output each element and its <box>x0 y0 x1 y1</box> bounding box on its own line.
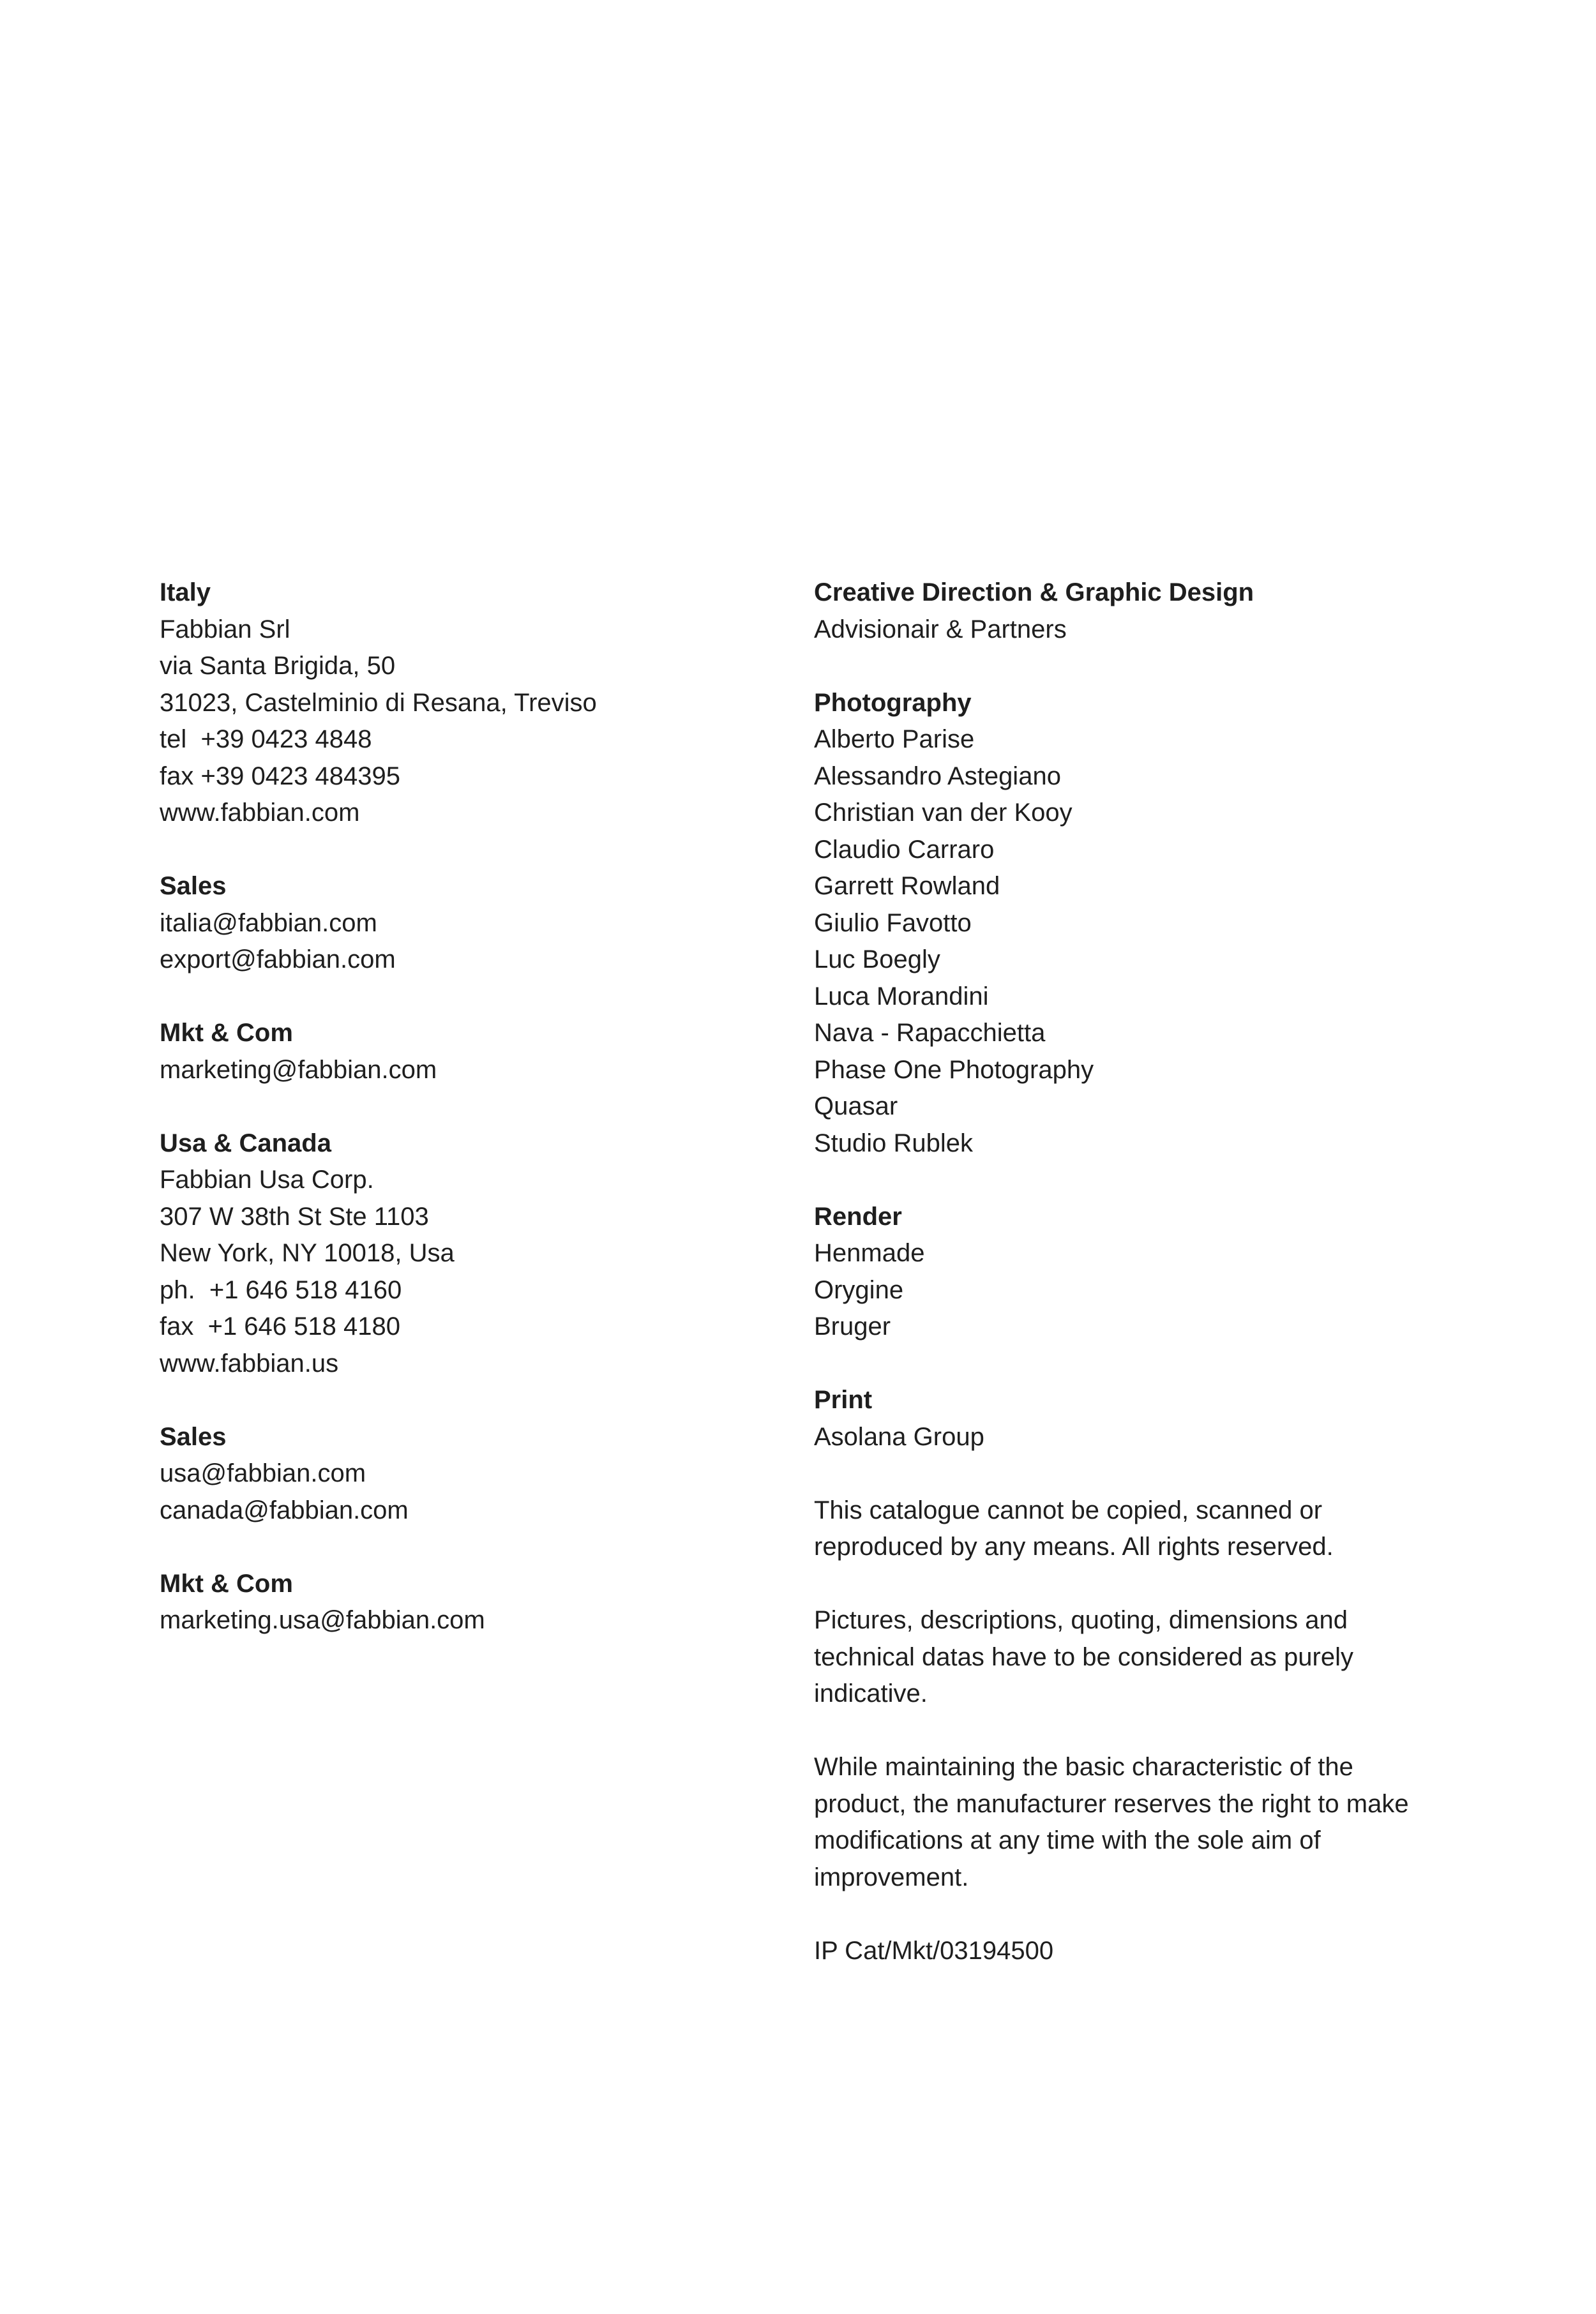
contact-block-mkt-usa <box>160 1566 734 1639</box>
section-heading: Mkt & Com <box>160 1569 293 1598</box>
credit-name: Quasar <box>814 1092 898 1120</box>
email-link[interactable]: italia@fabbian.com <box>160 908 377 937</box>
credit-name: Phase One Photography <box>814 1055 1094 1084</box>
disclaimer-text: While maintaining the basic characteristic of the product, the manufacturer reserves the right to make modifications at any time with the sole aim of improvement. <box>814 1753 1409 1891</box>
section-heading: Sales <box>160 1422 227 1451</box>
credit-name: Advisionair & Partners <box>814 615 1067 643</box>
city-address: 31023, Castelminio di Resana, Treviso <box>160 688 597 717</box>
credit-name: Claudio Carraro <box>814 835 995 864</box>
email-link[interactable]: export@fabbian.com <box>160 945 396 973</box>
contact-block-sales-usa <box>160 1419 734 1529</box>
disclaimer-indicative <box>814 1602 1452 1713</box>
email-link[interactable]: marketing.usa@fabbian.com <box>160 1606 485 1634</box>
section-heading: Italy <box>160 578 211 606</box>
credit-name: Giulio Favotto <box>814 908 972 937</box>
section-heading: Creative Direction & Graphic Design <box>814 578 1254 606</box>
credit-name: Luc Boegly <box>814 945 940 973</box>
contacts-column <box>160 575 734 1676</box>
credit-block-design <box>814 575 1452 648</box>
credit-name: Studio Rublek <box>814 1129 974 1157</box>
section-heading: Mkt & Com <box>160 1019 293 1047</box>
contact-block-sales-italy <box>160 868 734 979</box>
credit-name: Garrett Rowland <box>814 872 1000 900</box>
credit-name: Bruger <box>814 1312 891 1341</box>
section-heading: Print <box>814 1386 873 1414</box>
fax-number: fax +39 0423 484395 <box>160 762 401 790</box>
fax-number: fax +1 646 518 4180 <box>160 1312 400 1341</box>
credits-column <box>814 575 1452 2006</box>
credit-block-render <box>814 1199 1452 1346</box>
credit-name: Henmade <box>814 1239 925 1267</box>
credit-name: Christian van der Kooy <box>814 799 1073 827</box>
section-heading: Photography <box>814 688 972 717</box>
disclaimer-text: Pictures, descriptions, quoting, dimensions and technical datas have to be considered as purely indicative. <box>814 1606 1353 1708</box>
section-heading: Sales <box>160 872 227 900</box>
contact-block-italy <box>160 575 734 832</box>
credit-name: Luca Morandini <box>814 982 989 1010</box>
email-link[interactable]: usa@fabbian.com <box>160 1459 366 1487</box>
phone-number: ph. +1 646 518 4160 <box>160 1275 402 1304</box>
credit-name: Orygine <box>814 1275 904 1304</box>
company-name: Fabbian Srl <box>160 615 290 643</box>
credit-name: Alessandro Astegiano <box>814 762 1061 790</box>
credit-name: Nava - Rapacchietta <box>814 1019 1046 1047</box>
disclaimer-modifications <box>814 1749 1452 1896</box>
credit-name: Alberto Parise <box>814 725 975 753</box>
contact-block-usa-canada <box>160 1125 734 1383</box>
contact-block-mkt-italy <box>160 1015 734 1088</box>
email-link[interactable]: marketing@fabbian.com <box>160 1055 437 1084</box>
disclaimer-text: This catalogue cannot be copied, scanned or reproduced by any means. All rights reserved. <box>814 1496 1334 1561</box>
city-address: New York, NY 10018, Usa <box>160 1239 455 1267</box>
website-link[interactable]: www.fabbian.us <box>160 1349 339 1378</box>
disclaimer-copyright <box>814 1492 1452 1566</box>
catalogue-code: IP Cat/Mkt/03194500 <box>814 1936 1054 1965</box>
website-link[interactable]: www.fabbian.com <box>160 799 360 827</box>
street-address: via Santa Brigida, 50 <box>160 652 396 680</box>
credit-block-photography <box>814 685 1452 1162</box>
credit-name: Asolana Group <box>814 1422 984 1451</box>
email-link[interactable]: canada@fabbian.com <box>160 1496 409 1524</box>
company-name: Fabbian Usa Corp. <box>160 1166 374 1194</box>
phone-number: tel +39 0423 4848 <box>160 725 372 753</box>
credit-block-print <box>814 1382 1452 1455</box>
catalogue-code-block <box>814 1933 1452 1970</box>
section-heading: Render <box>814 1202 902 1231</box>
section-heading: Usa & Canada <box>160 1129 331 1157</box>
street-address: 307 W 38th St Ste 1103 <box>160 1202 429 1231</box>
